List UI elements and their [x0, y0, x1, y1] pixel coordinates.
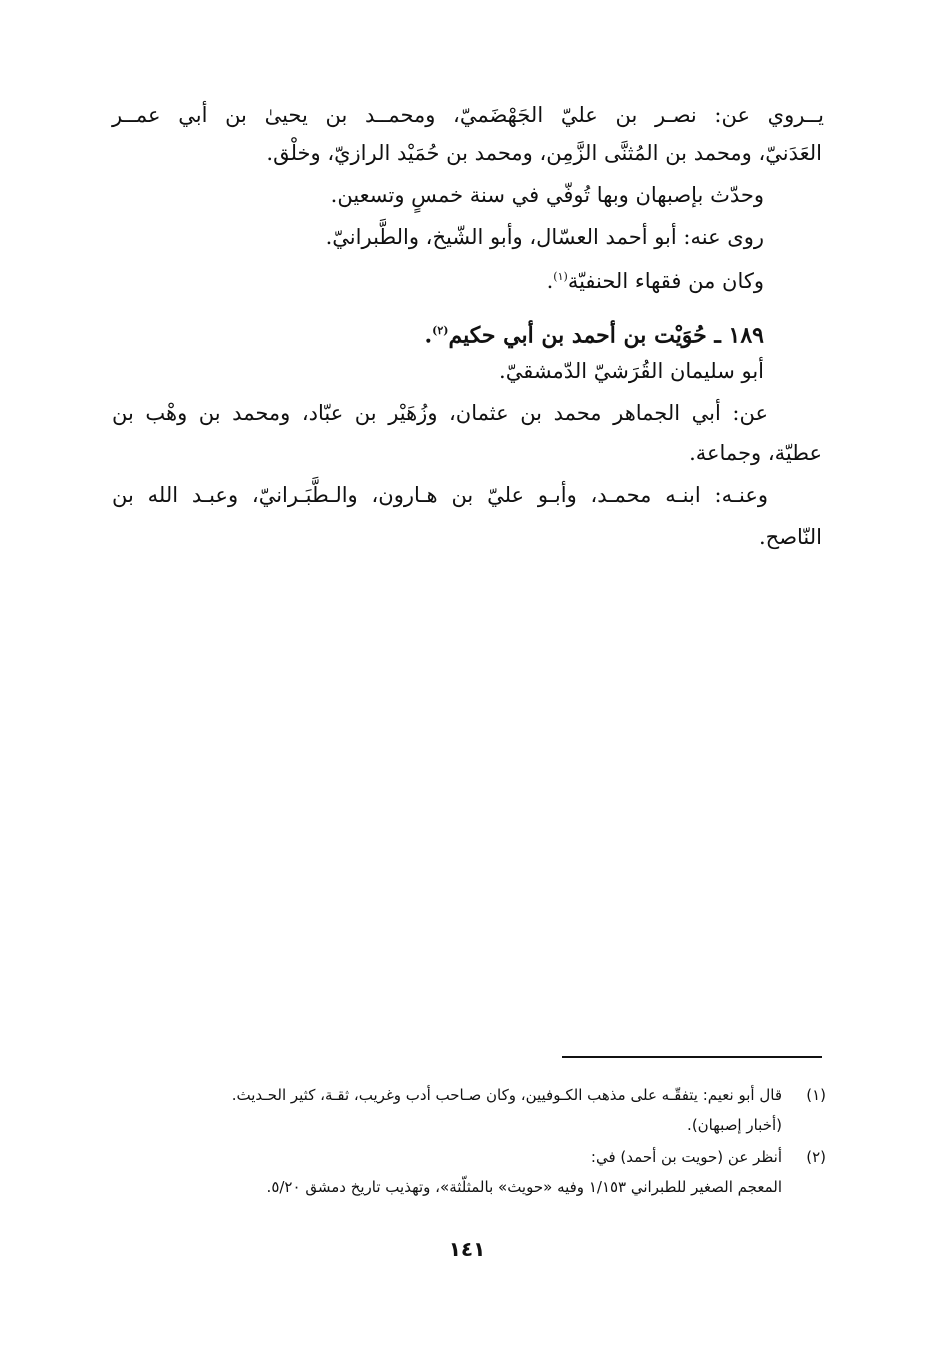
- footnote-number: (١): [806, 1086, 826, 1104]
- footnote-reference: (٢): [432, 324, 449, 337]
- text-segment: .: [546, 269, 554, 293]
- text-line: النّاصح.: [758, 525, 822, 549]
- footnote-line: قال أبو نعيم: يتفقّـه على مذهب الكـوفيين، وكان صـاحب أدب وغريب، ثقـة، كثير الحـديث.: [231, 1086, 782, 1104]
- text-line: عن: أبي الجماهر محمد بن عثمان، وزُهَيْر بن عبّاد، ومحمد بن وهْب بن: [112, 401, 768, 425]
- text-line: عطيّة، وجماعة.: [689, 441, 822, 465]
- entry-heading: [424, 316, 764, 350]
- text-line: أبو سليمان القُرَشيّ الدّمشقيّ.: [499, 359, 764, 383]
- footnote-reference: (١): [553, 270, 568, 283]
- footnote-line: المعجم الصغير للطبراني ١/١٥٣ وفيه «حويث» بالمثلّثة»، وتهذيب تاريخ دمشق ٥/٢٠.: [266, 1178, 782, 1196]
- footnote-line: (أخبار إصبهان).: [687, 1116, 782, 1134]
- entry-title: ١٨٩ ـ حُوَيْت بن أحمد بن أبي حكيم: [448, 322, 764, 349]
- page-number: ١٤١: [448, 1237, 486, 1261]
- text-line: روى عنه: أبو أحمد العسّال، وأبو الشّيخ، والطَّبرانيّ.: [325, 225, 764, 249]
- text-segment: وكان من فقهاء الحنفيّة: [567, 269, 764, 293]
- text-line: [547, 262, 764, 296]
- text-line: العَدَنيّ، ومحمد بن المُثنَّى الزَّمِن، ومحمد بن حُمَيْد الرازيّ، وخلْق.: [266, 141, 822, 165]
- text-segment: .: [424, 322, 433, 349]
- text-line: يــروي عن: نصـر بن عليّ الجَهْضَميّ، ومحمــد بن يحيىٰ بن أبي عمــر: [112, 103, 824, 127]
- text-line: وحدّث بإصبهان وبها تُوفّي في سنة خمسٍ وتسعين.: [330, 183, 764, 207]
- footnote-separator: [562, 1056, 822, 1058]
- footnote-line: أنظر عن (حويت بن أحمد) في:: [590, 1148, 782, 1166]
- footnote-number: (٢): [806, 1148, 826, 1166]
- text-line: وعنـه: ابنـه محمـد، وأبـو عليّ بن هـارون، والـطَّبَـرانيّ، وعبـد الله بن: [112, 483, 768, 507]
